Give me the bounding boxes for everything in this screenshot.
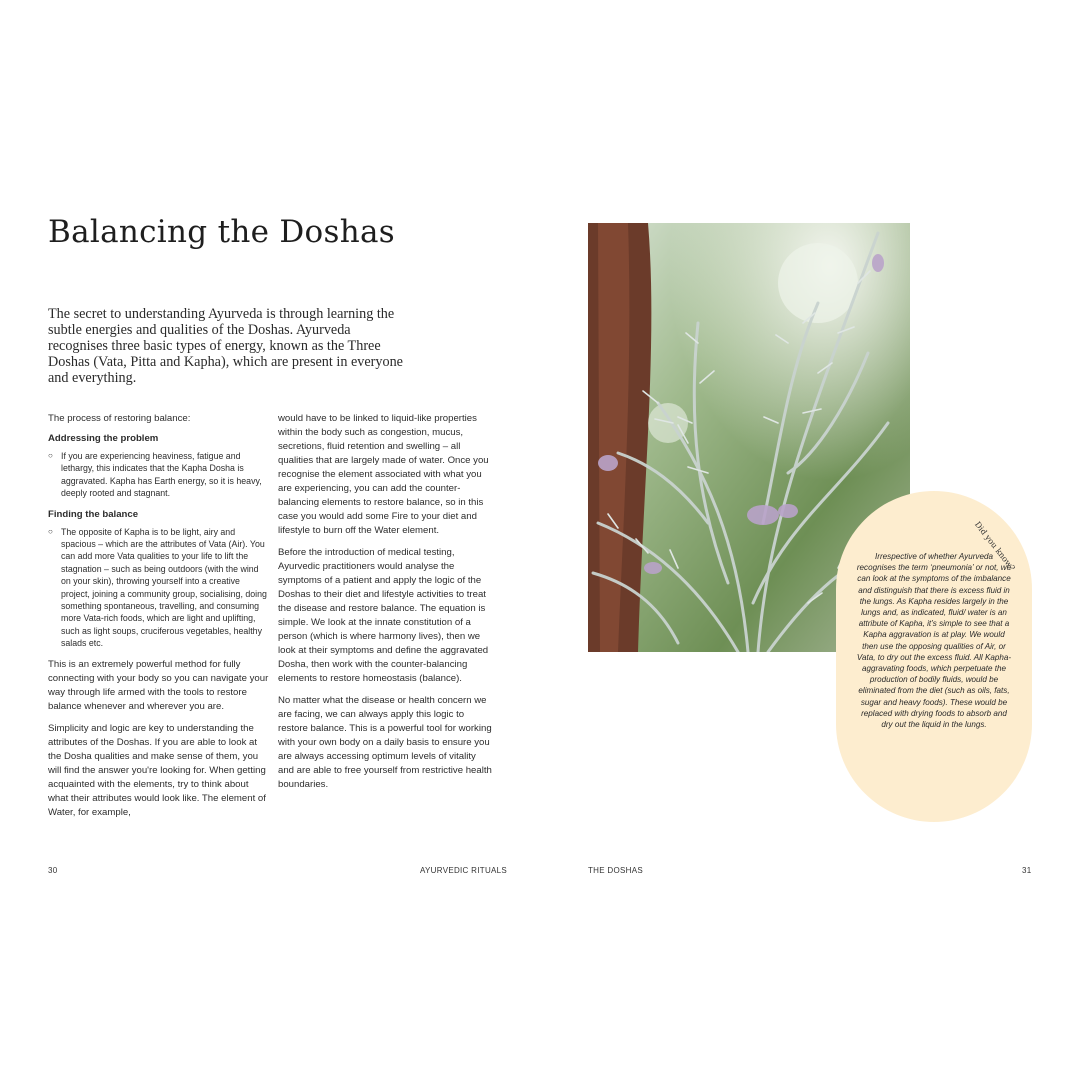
lead-paragraph: The secret to understanding Ayurveda is through learning the subtle energies and qualities of the Doshas. Ayurveda recognises three basic types of energy, known as the Three Doshas (Vata, Pitta and Kapha), which are present in everyone and everything.: [48, 306, 403, 386]
heading-finding-balance: Finding the balance: [48, 508, 139, 520]
body-column-2: [278, 412, 492, 800]
left-page-number: 30: [48, 866, 58, 875]
page-title: Balancing the Doshas: [48, 214, 395, 250]
circle-bullet-icon: ○: [48, 451, 53, 460]
body-column-1: [48, 412, 270, 828]
right-running-head: THE DOSHAS: [588, 866, 644, 875]
list-item: [48, 526, 270, 650]
bullet-text-problem: If you are experiencing heaviness, fatigue and lethargy, this indicates that the Kapha Dosha is aggravated. Kapha has Earth energy, so it is heavy, deeply rooted and stagnant.: [61, 451, 262, 499]
heading-addressing-problem: Addressing the problem: [48, 433, 159, 444]
problem-list: [48, 450, 270, 500]
paragraph-method: This is an extremely powerful method for fully connecting with your body so you can navigate your way through life armed with the tools to restore balance whenever and wherever you are.: [48, 658, 269, 712]
paragraph-testing: Before the introduction of medical testing, Ayurvedic practitioners would analyse the symptoms of a patient and apply the logic of the Doshas to their diet and lifestyle activities to treat the disease and restore balance. The equation is simple. We look at the innate constitution of a person (which is where harmony lives), then we look at their symptoms and define the aggravated Dosha, then work with the counter-balancing elements to restore homeostasis (balance).: [278, 547, 489, 684]
left-running-head: AYURVEDIC RITUALS: [420, 866, 508, 875]
did-you-know-label: Did you know?: [972, 520, 1017, 573]
process-intro: The process of restoring balance:: [48, 413, 191, 424]
paragraph-concern: No matter what the disease or health concern we are facing, we can always apply this logic to restore balance. This is a powerful tool for working with your own body on a daily basis to ensure you are always accessing optimum levels of vitality and are able to free yourself from restrictive health boundaries.: [278, 695, 492, 790]
circle-bullet-icon: ○: [48, 526, 53, 536]
right-page-number: 31: [1022, 866, 1032, 875]
paragraph-water: would have to be linked to liquid-like properties within the body such as congestion, mucus, secretions, fluid retention and swelling – all qualities that are largely made of water. Once you recognise the element associated with what you are experiencing, you can add the counter-balancing elements to restore balance, so in this case you would add some Fire to your diet and lifestyle to burn off the Water element.: [278, 413, 489, 536]
balance-list: [48, 526, 270, 650]
list-item: [48, 450, 270, 500]
paragraph-simplicity: Simplicity and logic are key to understanding the attributes of the Doshas. If you are able to look at the Dosha qualities and make sense of them, you will find the answer you're looking for. When getting acquainted with the elements, try to think about what their attributes would look like. The element of Water, for example,: [48, 722, 266, 818]
did-you-know-text: Irrespective of whether Ayurveda recognises the term ‘pneumonia’ or not, we can look at the symptoms of the imbalance and distinguish that there is excess fluid in the lungs. As Kapha resides largely in the lungs and, as indicated, fluid/ water is an attribute of Kapha, it’s simple to see that a Kapha aggravation is at play. We would then use the opposing qualities of Air, or Vata, to dry out the excess fluid. All Kapha-aggravating foods, which perpetuate the production of bodily fluids, would be eliminated from the diet (such as oils, fats, sugar and heavy foods). These would be replaced with drying foods to absorb and dry out the liquid in the lungs.: [856, 552, 1012, 730]
bullet-text-balance: The opposite of Kapha is to be light, airy and spacious – which are the attributes of Vata (Air). You can add more Vata qualities to your life to lift the stagnation – such as being outdoors (with the wind on your skin), throwing yourself into a creative project, joining a community group, socialising, doing something spontaneous, travelling, and consuming more Vata-rich foods, which are light and uplifting, such as light soups, cruciferous vegetables, healthy salads etc.: [61, 526, 267, 649]
